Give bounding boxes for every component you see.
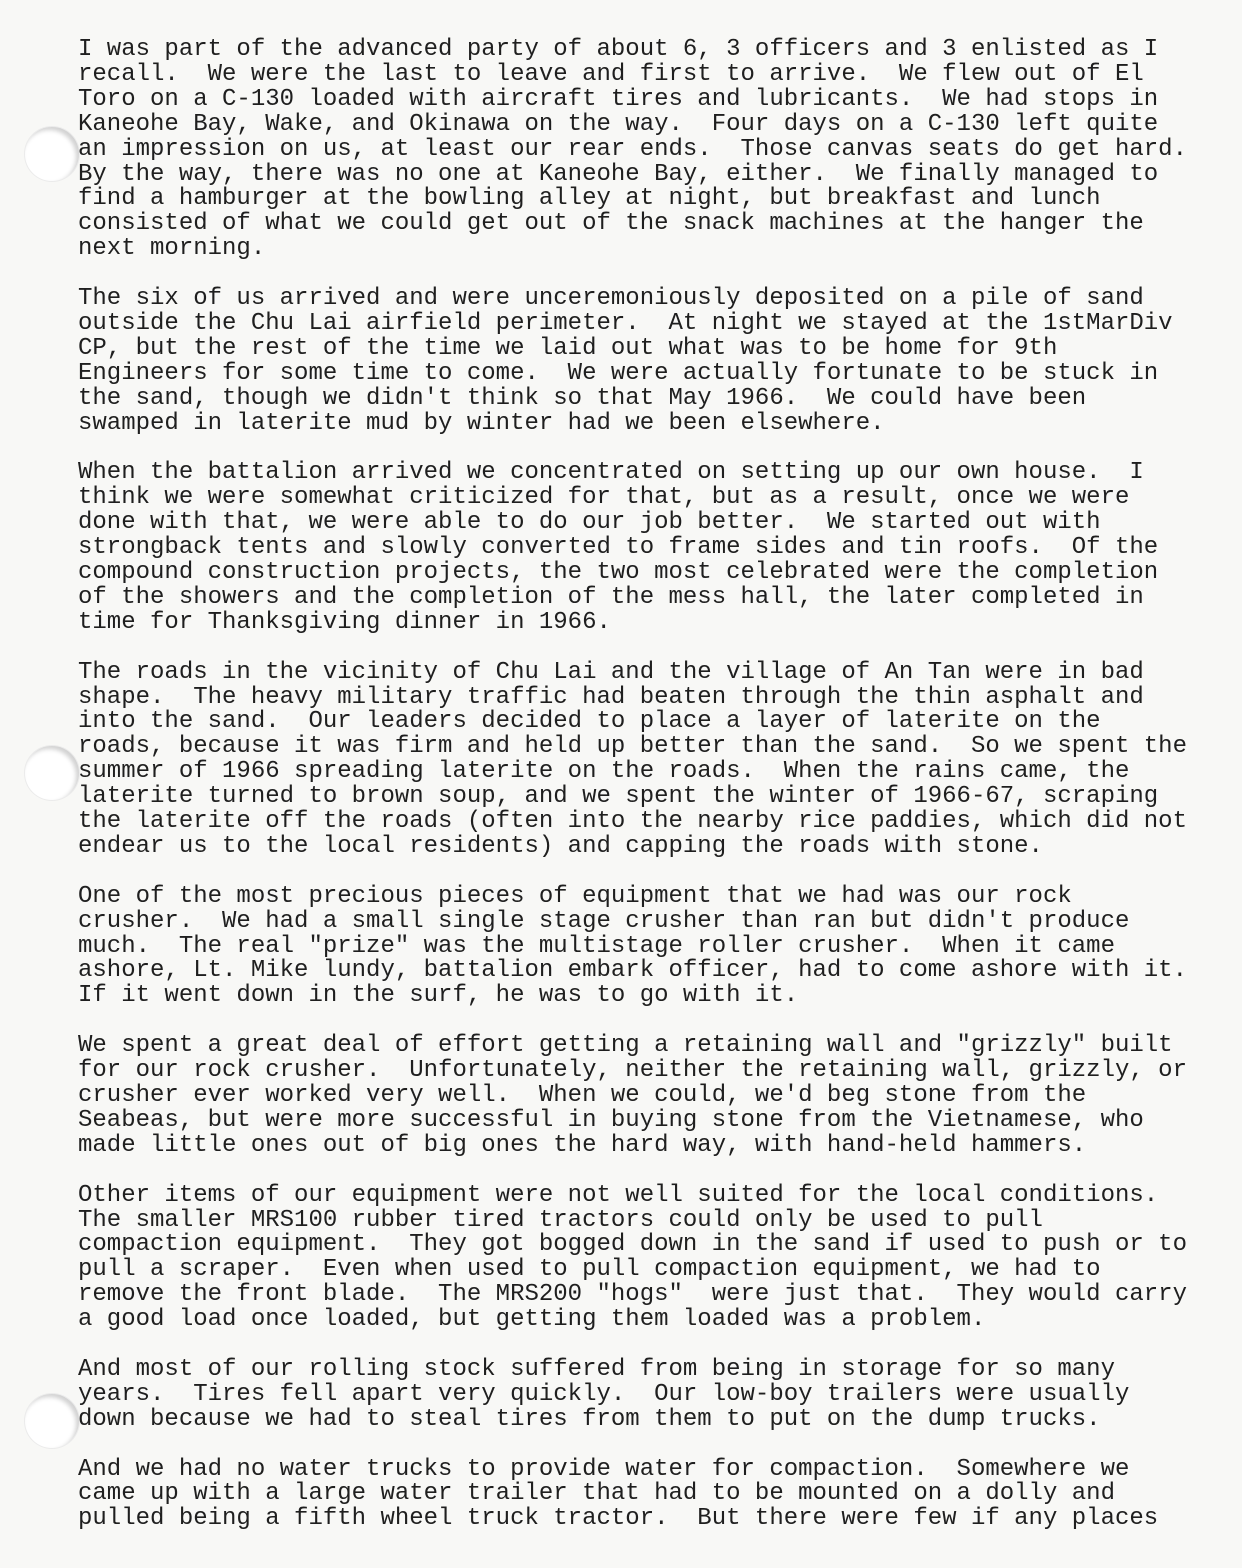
text-line: If it went down in the surf, he was to go with it. [78, 982, 799, 1010]
text-line: recall. We were the last to leave and first to arrive. We flew out of El [78, 60, 1144, 88]
text-line: of the showers and the completion of the mess hall, the later completed in [78, 583, 1144, 611]
document-body [78, 38, 1240, 1557]
text-line: the sand, though we didn't think so that May 1966. We could have been [78, 384, 1087, 412]
paragraph [78, 1455, 1240, 1533]
paragraph [78, 461, 1240, 635]
text-line: pulled being a fifth wheel truck tractor. But there were few if any places [78, 1505, 1159, 1533]
text-line: laterite turned to brown soup, and we spent the winter of 1966-67, scraping [78, 783, 1159, 811]
text-line: summer of 1966 spreading laterite on the roads. When the rains came, the [78, 758, 1130, 786]
text-line: came up with a large water trailer that had to be mounted on a dolly and [78, 1480, 1115, 1508]
text-line: Toro on a C-130 loaded with aircraft tires and lubricants. We had stops in [78, 85, 1159, 113]
paragraph [78, 1034, 1240, 1159]
text-line: years. Tires fell apart very quickly. Our low-boy trailers were usually [78, 1380, 1130, 1408]
punch-hole-top [24, 126, 80, 182]
text-line: outside the Chu Lai airfield perimeter. At night we stayed at the 1stMarDiv [78, 309, 1173, 337]
text-line: By the way, there was no one at Kaneohe Bay, either. We finally managed to [78, 160, 1159, 188]
paragraph [78, 38, 1240, 262]
text-line: pull a scraper. Even when used to pull compaction equipment, we had to [78, 1256, 1101, 1284]
text-line: for our rock crusher. Unfortunately, neither the retaining wall, grizzly, or [78, 1057, 1187, 1085]
text-line: the laterite off the roads (often into the nearby rice paddies, which did not [78, 808, 1187, 836]
paragraph [78, 1181, 1240, 1334]
text-line: consisted of what we could get out of the snack machines at the hanger the [78, 210, 1144, 238]
text-line: And we had no water trucks to provide water for compaction. Somewhere we [78, 1455, 1130, 1483]
text-line: When the battalion arrived we concentrated on setting up our own house. I [78, 459, 1144, 487]
text-line: endear us to the local residents) and capping the roads with stone. [78, 832, 1043, 860]
punch-hole-middle [24, 745, 80, 801]
text-line: Engineers for some time to come. We were actually fortunate to be stuck in [78, 359, 1159, 387]
paragraph [78, 658, 1240, 860]
paragraph [78, 287, 1240, 436]
text-line: compaction equipment. They got bogged down in the sand if used to push or to [78, 1231, 1187, 1259]
text-line: CP, but the rest of the time we laid out what was to be home for 9th [78, 334, 1058, 362]
text-line: And most of our rolling stock suffered from being in storage for so many [78, 1355, 1115, 1383]
text-line: remove the front blade. The MRS200 "hogs" were just that. They would carry [78, 1281, 1187, 1309]
text-line: swamped in laterite mud by winter had we been elsewhere. [78, 409, 885, 437]
text-line: Seabeas, but were more successful in buying stone from the Vietnamese, who [78, 1106, 1144, 1134]
text-line: made little ones out of big ones the hard way, with hand-held hammers. [78, 1131, 1087, 1159]
text-line: I was part of the advanced party of about 6, 3 officers and 3 enlisted as I [78, 36, 1159, 63]
text-line: an impression on us, at least our rear ends. Those canvas seats do get hard. [78, 135, 1187, 163]
text-line: time for Thanksgiving dinner in 1966. [78, 608, 611, 636]
text-line: think we were somewhat criticized for that, but as a result, once we were [78, 484, 1130, 512]
text-line: strongback tents and slowly converted to frame sides and tin roofs. Of the [78, 534, 1159, 562]
text-line: compound construction projects, the two most celebrated were the completion [78, 559, 1159, 586]
text-line: The six of us arrived and were unceremoniously deposited on a pile of sand [78, 285, 1144, 313]
text-line: crusher ever worked very well. When we could, we'd beg stone from the [78, 1081, 1087, 1109]
text-line: Kaneohe Bay, Wake, and Okinawa on the way. Four days on a C-130 left quite [78, 110, 1159, 138]
text-line: a good load once loaded, but getting them loaded was a problem. [78, 1306, 986, 1334]
text-line: done with that, we were able to do our job better. We started out with [78, 509, 1101, 537]
text-line: shape. The heavy military traffic had beaten through the thin asphalt and [78, 683, 1144, 711]
text-line: into the sand. Our leaders decided to place a layer of laterite on the [78, 708, 1101, 736]
text-line: roads, because it was firm and held up better than the sand. So we spent the [78, 733, 1187, 761]
text-line: next morning. [78, 235, 266, 263]
text-line: We spent a great deal of effort getting a retaining wall and "grizzly" built [78, 1032, 1173, 1060]
paragraph [78, 1355, 1240, 1433]
text-line: Other items of our equipment were not well suited for the local conditions. [78, 1181, 1159, 1209]
text-line: crusher. We had a small single stage crusher than ran but didn't produce [78, 907, 1130, 935]
paragraph [78, 882, 1240, 1010]
text-line: much. The real "prize" was the multistage roller crusher. When it came [78, 932, 1115, 960]
text-line: The roads in the vicinity of Chu Lai and the village of An Tan were in bad [78, 658, 1144, 686]
text-line: The smaller MRS100 rubber tired tractors could only be used to pull [78, 1206, 1043, 1234]
text-line: down because we had to steal tires from them to put on the dump trucks. [78, 1405, 1101, 1433]
punch-hole-bottom [24, 1393, 80, 1449]
text-line: find a hamburger at the bowling alley at night, but breakfast and lunch [78, 185, 1101, 213]
text-line: One of the most precious pieces of equipment that we had was our rock [78, 882, 1072, 910]
text-line: ashore, Lt. Mike lundy, battalion embark officer, had to come ashore with it. [78, 957, 1187, 985]
